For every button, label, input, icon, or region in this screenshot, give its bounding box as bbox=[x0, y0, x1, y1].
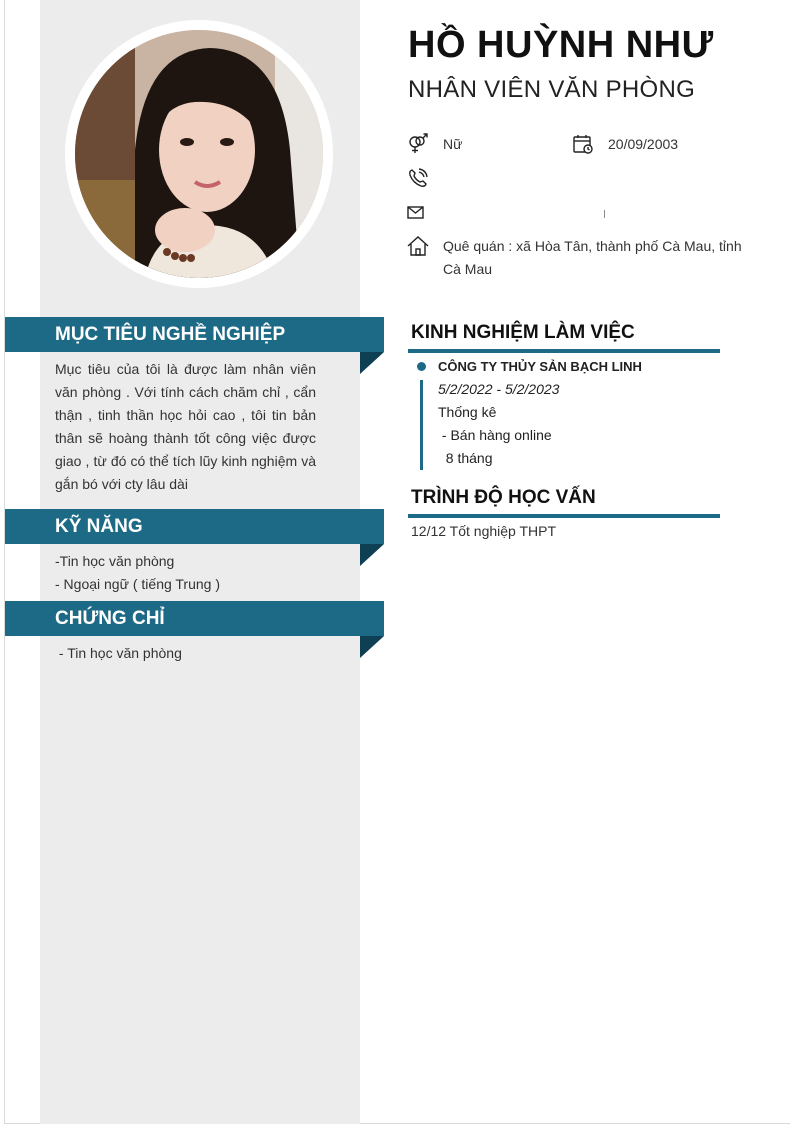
experience-description: - Bán hàng online bbox=[438, 427, 552, 443]
calendar-icon bbox=[572, 133, 594, 155]
objective-text: Mục tiêu của tôi là được làm nhân viên văn phòng . Với tính cách chăm chỉ , cẩn thận , tinh thần học hỏi cao , tôi tin bản thân sẽ hoàng thành tốt công việc được giao , từ đó có thể tích lũy kinh nghiệm và gắn bó với cty lâu dài bbox=[55, 361, 316, 492]
skill-item: -Tin học văn phòng bbox=[55, 553, 175, 569]
objective-heading: MỤC TIÊU NGHỀ NGHIỆP bbox=[5, 317, 384, 352]
experience-period: 5/2/2022 - 5/2/2023 bbox=[438, 381, 560, 397]
skills-list bbox=[55, 550, 316, 596]
experience-rule bbox=[408, 349, 720, 353]
certificates-heading: CHỨNG CHỈ bbox=[5, 601, 384, 636]
hometown-value: Quê quán : xã Hòa Tân, thành phố Cà Mau, tỉnh Cà Mau bbox=[443, 238, 742, 277]
ribbon-fold bbox=[360, 352, 384, 374]
ribbon-fold bbox=[360, 544, 384, 566]
skills-heading: KỸ NĂNG bbox=[5, 509, 384, 544]
certificate-item: - Tin học văn phòng bbox=[55, 645, 182, 661]
skill-item: - Ngoại ngữ ( tiếng Trung ) bbox=[55, 576, 221, 592]
timeline-bar bbox=[420, 380, 423, 470]
education-entry: 12/12 Tốt nghiệp THPT bbox=[411, 523, 557, 539]
timeline-dot bbox=[417, 362, 426, 371]
candidate-name: HỒ HUỲNH NHƯ bbox=[408, 24, 714, 66]
experience-heading: KINH NGHIỆM LÀM VIỆC bbox=[411, 322, 635, 343]
avatar bbox=[75, 30, 323, 278]
experience-company: CÔNG TY THỦY SẢN BẠCH LINH bbox=[438, 359, 642, 374]
education-heading: TRÌNH ĐỘ HỌC VẤN bbox=[411, 487, 596, 508]
experience-position: Thống kê bbox=[438, 404, 497, 420]
gender-value: Nữ bbox=[443, 136, 463, 152]
email-icon bbox=[407, 202, 429, 224]
phone-icon bbox=[407, 167, 429, 189]
experience-duration: 8 tháng bbox=[438, 450, 493, 466]
education-rule bbox=[408, 514, 720, 518]
birthdate-value: 20/09/2003 bbox=[608, 136, 679, 152]
ribbon-fold bbox=[360, 636, 384, 658]
job-title: NHÂN VIÊN VĂN PHÒNG bbox=[408, 76, 696, 103]
home-icon bbox=[407, 235, 429, 257]
gender-icon bbox=[407, 133, 429, 155]
email-cursor bbox=[604, 210, 605, 218]
